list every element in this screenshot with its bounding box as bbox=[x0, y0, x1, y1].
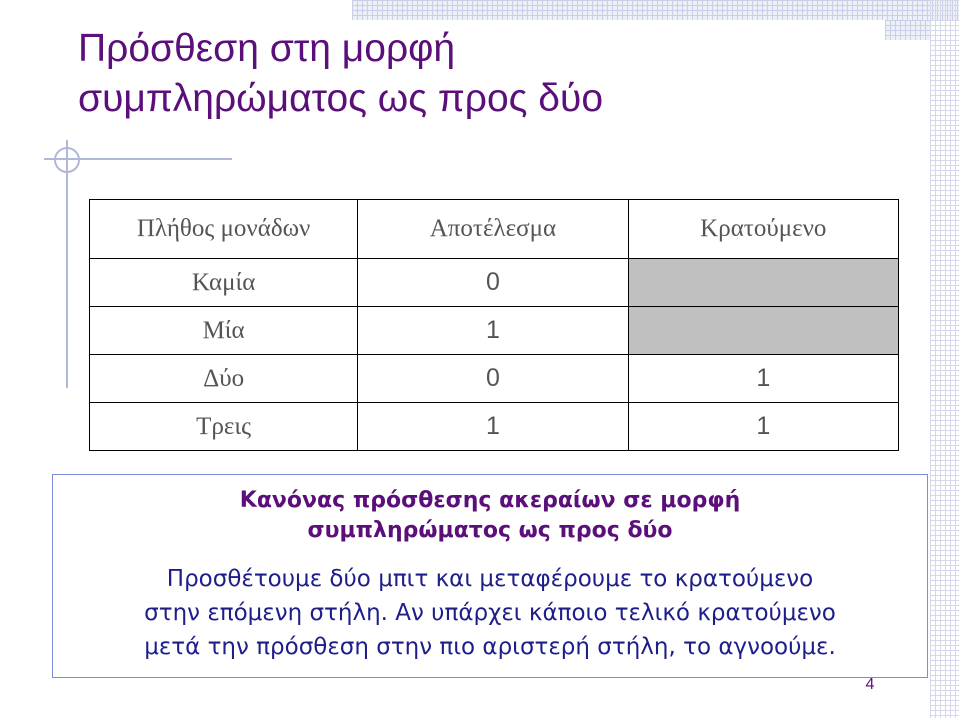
header-count: Πλήθος μονάδων bbox=[90, 200, 358, 259]
rule-text-line-3: μετά την πρόσθεση στην πιο αριστερή στήλη, το αγνοούμε. bbox=[144, 634, 836, 660]
decorative-circle bbox=[54, 147, 80, 173]
cell-carry: 1 bbox=[628, 403, 898, 451]
header-result: Αποτέλεσμα bbox=[358, 200, 628, 259]
table-row bbox=[90, 355, 899, 403]
cell-result: 0 bbox=[358, 259, 628, 307]
slide-title bbox=[78, 24, 938, 124]
cell-result: 1 bbox=[358, 403, 628, 451]
addition-table bbox=[89, 199, 899, 451]
cell-result: 1 bbox=[358, 307, 628, 355]
cell-carry: 1 bbox=[628, 355, 898, 403]
rule-text-line-1: Προσθέτουμε δύο μπιτ και μεταφέρουμε το κρατούμενο bbox=[166, 566, 814, 592]
slide-title-line-2: συμπληρώματος ως προς δύο bbox=[78, 77, 604, 120]
table-row bbox=[90, 259, 899, 307]
rule-title-line-1: Κανόνας πρόσθεσης ακεραίων σε μορφή bbox=[239, 488, 741, 513]
rule-text bbox=[52, 562, 928, 664]
decorative-vertical-line bbox=[66, 140, 68, 388]
cell-carry-shaded bbox=[628, 259, 898, 307]
cell-count: Μία bbox=[90, 307, 358, 355]
cell-carry-shaded bbox=[628, 307, 898, 355]
rule-title-line-2: συμπληρώματος ως προς δύο bbox=[307, 518, 673, 543]
page-number: 4 bbox=[865, 676, 875, 693]
slide-title-line-1: Πρόσθεση στη μορφή bbox=[78, 27, 456, 70]
cell-count: Καμία bbox=[90, 259, 358, 307]
table-header-row bbox=[90, 200, 899, 259]
decorative-grid-band bbox=[352, 0, 959, 20]
table-row bbox=[90, 403, 899, 451]
rule-title bbox=[52, 486, 928, 546]
rule-text-line-2: στην επόμενη στήλη. Αν υπάρχει κάποιο τελικό κρατούμενο bbox=[144, 600, 836, 626]
header-carry: Κρατούμενο bbox=[628, 200, 898, 259]
cell-count: Δύο bbox=[90, 355, 358, 403]
table-row bbox=[90, 307, 899, 355]
cell-result: 0 bbox=[358, 355, 628, 403]
cell-count: Τρεις bbox=[90, 403, 358, 451]
